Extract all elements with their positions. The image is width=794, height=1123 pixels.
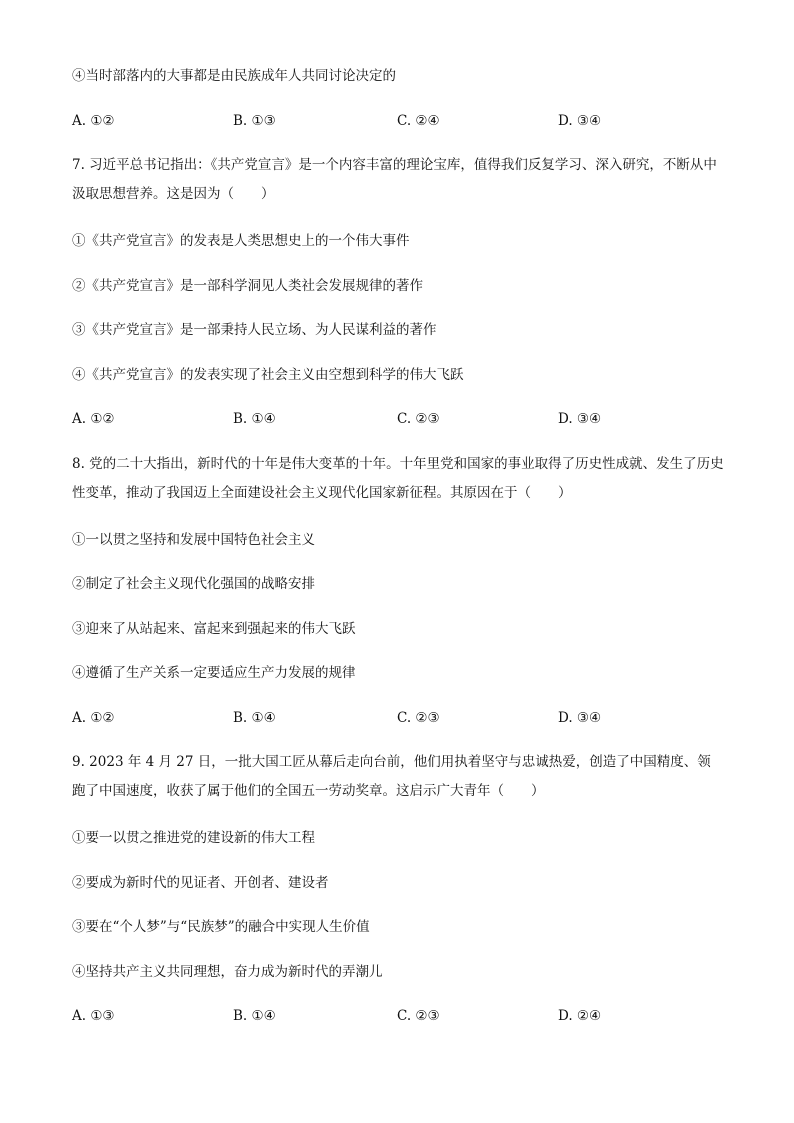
q9-statement-1: ①要一以贯之推进党的建设新的伟大工程 bbox=[72, 830, 315, 846]
q8-statement-2: ②制定了社会主义现代化强国的战略安排 bbox=[72, 576, 315, 592]
q7-statement-2: ②《共产党宣言》是一部科学洞见人类社会发展规律的著作 bbox=[72, 278, 423, 294]
q9-statement-3: ③要在“个人梦”与“民族梦”的融合中实现人生价值 bbox=[72, 919, 370, 935]
q8-statement-3: ③迎来了从站起来、富起来到强起来的伟大飞跃 bbox=[72, 621, 356, 637]
q8-stem: 8. 党的二十大指出，新时代的十年是伟大变革的十年。十年里党和国家的事业取得了历史性成就、发生了历史性变革，推动了我国迈上全面建设社会主义现代化国家新征程。其原因在于（ ） bbox=[72, 456, 724, 501]
q7-option-c[interactable]: C. ②③ bbox=[397, 411, 440, 427]
q7-statement-3: ③《共产党宣言》是一部秉持人民立场、为人民谋利益的著作 bbox=[72, 322, 437, 338]
q7-statement-1: ①《共产党宣言》的发表是人类思想史上的一个伟大事件 bbox=[72, 233, 410, 249]
q7-options bbox=[72, 409, 724, 429]
q7-stem: 7. 习近平总书记指出：《共产党宣言》是一个内容丰富的理论宝库，值得我们反复学习、深入研究，不断从中汲取思想营养。这是因为（ ） bbox=[72, 157, 717, 202]
q8-option-b[interactable]: B. ①④ bbox=[233, 710, 276, 726]
q7-option-b[interactable]: B. ①④ bbox=[233, 411, 276, 427]
q8-statement-1: ①一以贯之坚持和发展中国特色社会主义 bbox=[72, 532, 315, 548]
q8-option-a[interactable]: A. ①② bbox=[72, 710, 115, 726]
q6-option-d[interactable]: D. ③④ bbox=[558, 113, 602, 129]
q7-statement-4: ④《共产党宣言》的发表实现了社会主义由空想到科学的伟大飞跃 bbox=[72, 367, 464, 383]
q7-option-a[interactable]: A. ①② bbox=[72, 411, 115, 427]
q8-options bbox=[72, 708, 724, 728]
q9-option-c[interactable]: C. ②③ bbox=[397, 1008, 440, 1024]
q9-stem: 9. 2023 年 4 月 27 日，一批大国工匠从幕后走向台前，他们用执着坚守与忠诚热爱，创造了中国精度、领跑了中国速度，收获了属于他们的全国五一劳动奖章。这启示广大青年（ ） bbox=[72, 754, 711, 799]
q6-option-c[interactable]: C. ②④ bbox=[397, 113, 440, 129]
q9-statement-2: ②要成为新时代的见证者、开创者、建设者 bbox=[72, 875, 329, 891]
q6-option-a[interactable]: A. ①② bbox=[72, 113, 115, 129]
q9-option-a[interactable]: A. ①③ bbox=[72, 1008, 115, 1024]
q9-option-d[interactable]: D. ②④ bbox=[558, 1008, 602, 1024]
q8-option-d[interactable]: D. ③④ bbox=[558, 710, 602, 726]
q8-statement-4: ④遵循了生产关系一定要适应生产力发展的规律 bbox=[72, 665, 356, 681]
q6-options bbox=[72, 111, 724, 131]
q9-statement-4: ④坚持共产主义共同理想，奋力成为新时代的弄潮儿 bbox=[72, 964, 383, 980]
q9-options bbox=[72, 1006, 724, 1026]
q7-option-d[interactable]: D. ③④ bbox=[558, 411, 602, 427]
q9-option-b[interactable]: B. ①④ bbox=[233, 1008, 276, 1024]
q8-option-c[interactable]: C. ②③ bbox=[397, 710, 440, 726]
q6-statement-4: ④当时部落内的大事都是由民族成年人共同讨论决定的 bbox=[72, 68, 396, 84]
q6-option-b[interactable]: B. ①③ bbox=[233, 113, 276, 129]
